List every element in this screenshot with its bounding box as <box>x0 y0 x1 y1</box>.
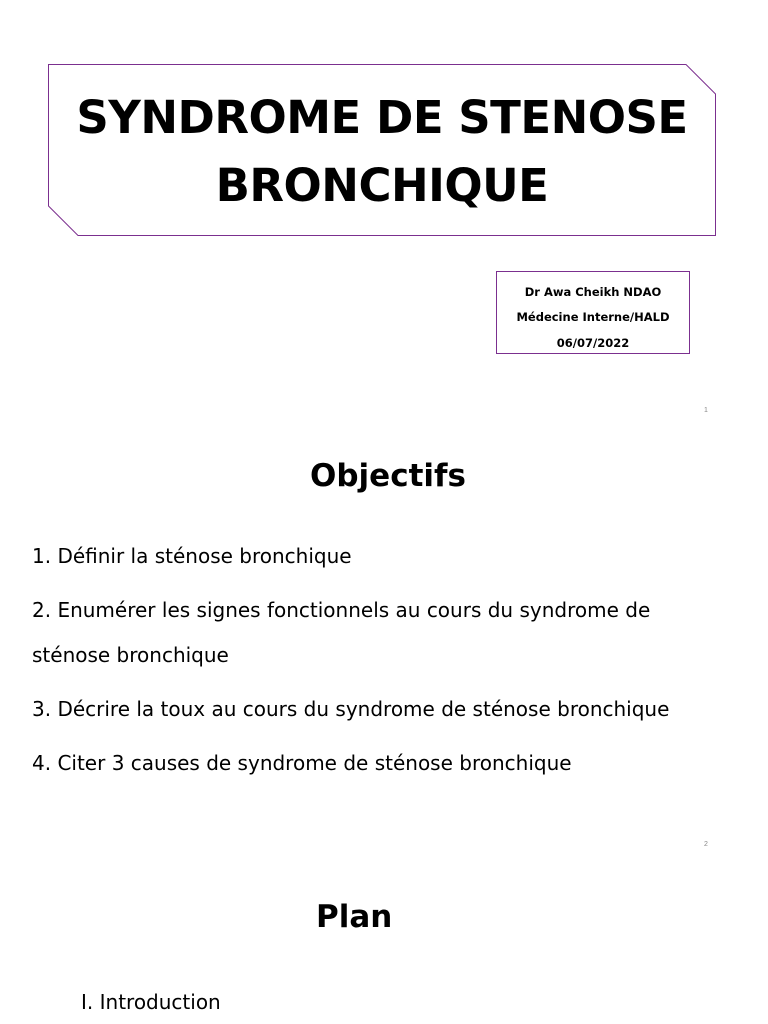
author-department: Médecine Interne/HALD <box>516 310 670 324</box>
objective-item-4: 4. Citer 3 causes de syndrome de sténose bronchique <box>32 751 572 775</box>
author-name: Dr Awa Cheikh NDAO <box>524 285 662 299</box>
page-number-1: 1 <box>704 407 708 414</box>
title-frame <box>48 64 716 236</box>
objective-item-2: 2. Enumérer les signes fonctionnels au cours du syndrome de sténose bronchique <box>32 598 651 667</box>
title-line-1: SYNDROME DE STENOSE <box>76 91 688 144</box>
title-line-2: BRONCHIQUE <box>215 159 549 212</box>
author-info-box <box>496 271 690 354</box>
plan-item-1: I. Introduction <box>81 990 221 1014</box>
objective-item-1: 1. Définir la sténose bronchique <box>32 544 352 568</box>
objectives-title: Objectifs <box>310 458 466 494</box>
plan-title: Plan <box>316 899 393 935</box>
presentation-date: 06/07/2022 <box>556 336 630 350</box>
page-number-2: 2 <box>704 841 708 848</box>
objective-item-3: 3. Décrire la toux au cours du syndrome de sténose bronchique <box>32 697 670 721</box>
objectives-list <box>32 534 732 795</box>
presentation-title <box>48 84 716 220</box>
